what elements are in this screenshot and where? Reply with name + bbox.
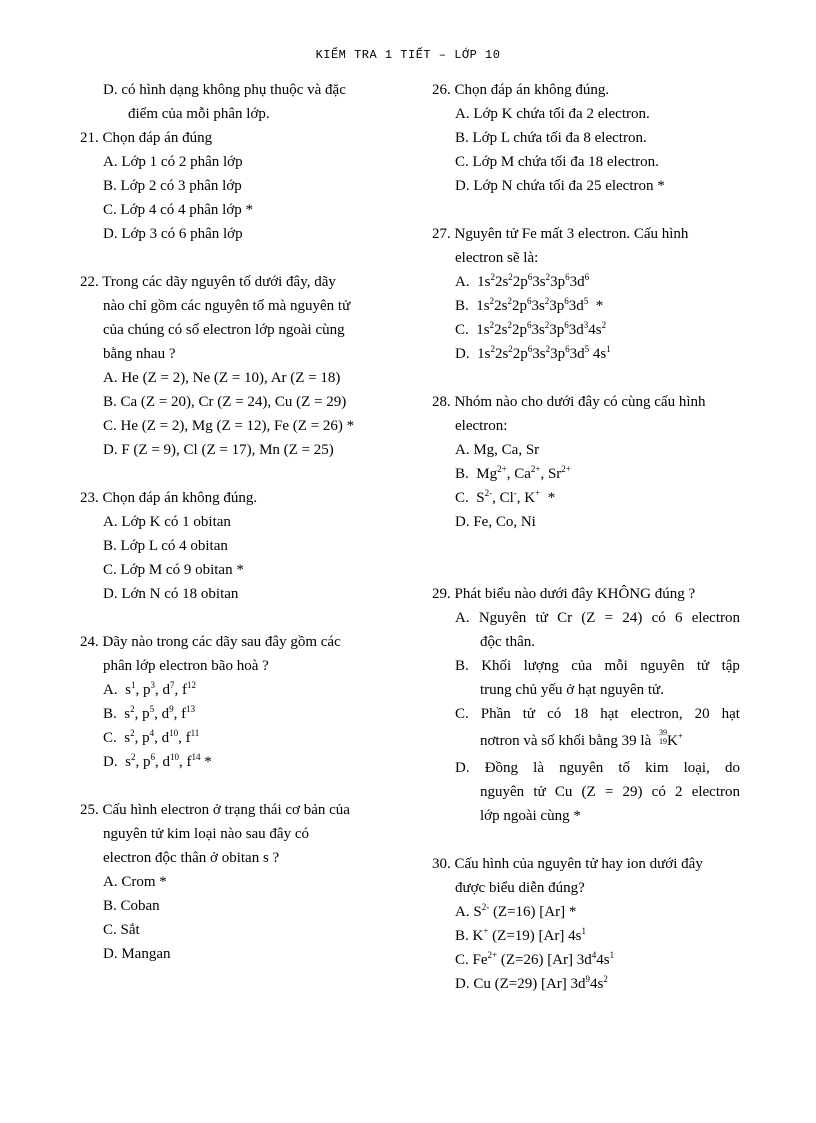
q26-stem: 26. Chọn đáp án không đúng.: [432, 82, 610, 98]
q26-option-b: B. Lớp L chứa tối đa 8 electron.: [455, 130, 647, 146]
page-header: KIỂM TRA 1 TIẾT – LỚP 10: [315, 48, 501, 62]
q21-option-b: B. Lớp 2 có 3 phân lớp: [103, 178, 242, 194]
q25-stem: 25. Cấu hình electron ở trạng thái cơ bản của: [80, 802, 350, 818]
q26-option-a: A. Lớp K chứa tối đa 2 electron.: [455, 106, 650, 122]
q29-option-c: C. Phần tử có 18 hạt electron, 20 hạt: [455, 706, 740, 722]
q30-option-b: B. K+ (Z=19) [Ar] $4s^1$: [455, 926, 586, 944]
q21-stem: 21. Chọn đáp án đúng: [80, 130, 213, 146]
q27-option-c: C. $1s^22s^22p^63s^23p^63d^34s^2$: [455, 320, 607, 338]
q24-stem: 24. Dãy nào trong các dãy sau đây gồm các: [80, 634, 341, 650]
q27-stem-2: electron sẽ là:: [455, 250, 539, 266]
q24-option-d: D. $s^2$, $p^6$, $d^{10}$, $f^{14}$ *: [103, 752, 212, 770]
q22-stem-2: nào chỉ gồm các nguyên tố mà nguyên tử: [103, 298, 351, 314]
left-column: [80, 78, 390, 966]
q25-option-d: D. Mangan: [103, 946, 171, 962]
q22-option-a: A. He (Z = 2), Ne (Z = 10), Ar (Z = 18): [103, 370, 341, 386]
q23-option-d: D. Lớn N có 18 obitan: [103, 586, 239, 602]
q20-option-d: D. có hình dạng không phụ thuộc và đặc: [103, 82, 346, 98]
q21-option-d: D. Lớp 3 có 6 phân lớp: [103, 226, 243, 242]
q27-option-a: A. $1s^22s^22p^63s^23p^63d^6$: [455, 272, 590, 290]
q27-stem: 27. Nguyên tử Fe mất 3 electron. Cấu hình: [432, 226, 689, 242]
q25-stem-2: nguyên tử kim loại nào sau đây có: [103, 826, 310, 842]
q30-option-a: A. $S^{2-}$ (Z=16) [Ar] *: [455, 902, 577, 920]
q25-option-b: B. Coban: [103, 898, 160, 914]
q29-option-d-cont-2: lớp ngoài cùng *: [480, 808, 581, 824]
q22-option-d: D. F (Z = 9), Cl (Z = 17), Mn (Z = 25): [103, 442, 334, 458]
q28-stem-2: electron:: [455, 418, 508, 434]
q23-option-c: C. Lớp M có 9 obitan *: [103, 562, 244, 578]
q20-option-d-cont: điểm của mỗi phân lớp.: [128, 106, 270, 122]
q22-stem-4: bằng nhau ?: [103, 346, 176, 362]
q24-option-a: A. $s^1$, $p^3$, $d^7$, $f^{12}$: [103, 680, 196, 698]
q22-stem-3: của chúng có số electron lớp ngoài cùng: [103, 322, 345, 338]
q21-option-a: A. Lớp 1 có 2 phân lớp: [103, 154, 243, 170]
q29-option-c-cont: nơtron và số khối bằng 39 là 39 19 K+: [480, 728, 683, 749]
q29-option-d: D. Đồng là nguyên tố kim loại, do: [455, 760, 740, 776]
q27-option-b: B. $1s^22s^22p^63s^23p^63d^5$ *: [455, 296, 604, 314]
q28-option-b: B. $Mg^{2+}$, $Ca^{2+}$, $Sr^{2+}$: [455, 464, 571, 482]
nuclide-notation: 39 19: [659, 728, 667, 746]
q22-option-b: B. Ca (Z = 20), Cr (Z = 24), Cu (Z = 29): [103, 394, 347, 410]
q23-option-b: B. Lớp L có 4 obitan: [103, 538, 228, 554]
right-column: [432, 78, 740, 996]
q24-stem-2: phân lớp electron bão hoà ?: [103, 658, 269, 674]
q25-option-c: C. Sắt: [103, 922, 140, 938]
q28-option-a: A. Mg, Ca, Sr: [455, 442, 540, 458]
q23-stem: 23. Chọn đáp án không đúng.: [80, 490, 258, 506]
q30-stem: 30. Cấu hình của nguyên tử hay ion dưới đây: [432, 856, 703, 872]
q29-stem: 29. Phát biểu nào dưới đây KHÔNG đúng ?: [432, 586, 696, 602]
q28-stem: 28. Nhóm nào cho dưới đây có cùng cấu hình: [432, 394, 706, 410]
q27-option-d: D. $1s^22s^22p^63s^23p^63d^5$ $4s^1$: [455, 344, 611, 362]
q23-option-a: A. Lớp K có 1 obitan: [103, 514, 231, 530]
q22-option-c: C. He (Z = 2), Mg (Z = 12), Fe (Z = 26) *: [103, 418, 355, 434]
q24-option-b: B. $s^2$, $p^5$, $d^9$, $f^{13}$: [103, 704, 196, 722]
q30-option-d: D. Cu (Z=29) [Ar] $3d^94s^2$: [455, 974, 608, 992]
q28-option-c: C. $S^{2-}$, Cl-, K+ *: [455, 488, 556, 506]
q29-option-b-cont: trung chủ yếu ở hạt nguyên tử.: [480, 682, 664, 698]
q29-option-a: A. Nguyên tử Cr (Z = 24) có 6 electron: [455, 610, 740, 626]
q24-option-c: C. $s^2$, $p^4$, $d^{10}$, $f^{11}$: [103, 728, 200, 746]
q26-option-c: C. Lớp M chứa tối đa 18 electron.: [455, 154, 659, 170]
q26-option-d: D. Lớp N chứa tối đa 25 electron *: [455, 178, 665, 194]
q21-option-c: C. Lớp 4 có 4 phân lớp *: [103, 202, 254, 218]
q30-stem-2: được biểu diễn đúng?: [455, 880, 585, 896]
q29-option-d-cont: nguyên tử Cu (Z = 29) có 2 electron: [480, 784, 740, 800]
q25-option-a: A. Crom *: [103, 874, 167, 890]
q22-stem: 22. Trong các dãy nguyên tố dưới đây, dãy: [80, 274, 336, 290]
q29-option-b: B. Khối lượng của mỗi nguyên tử tập: [455, 658, 740, 674]
q30-option-c: C. $Fe^{2+}$ (Z=26) [Ar] $3d^44s^1$: [455, 950, 615, 968]
q25-stem-3: electron độc thân ở obitan s ?: [103, 850, 280, 866]
q29-option-a-cont: độc thân.: [480, 634, 535, 650]
q28-option-d: D. Fe, Co, Ni: [455, 514, 536, 530]
